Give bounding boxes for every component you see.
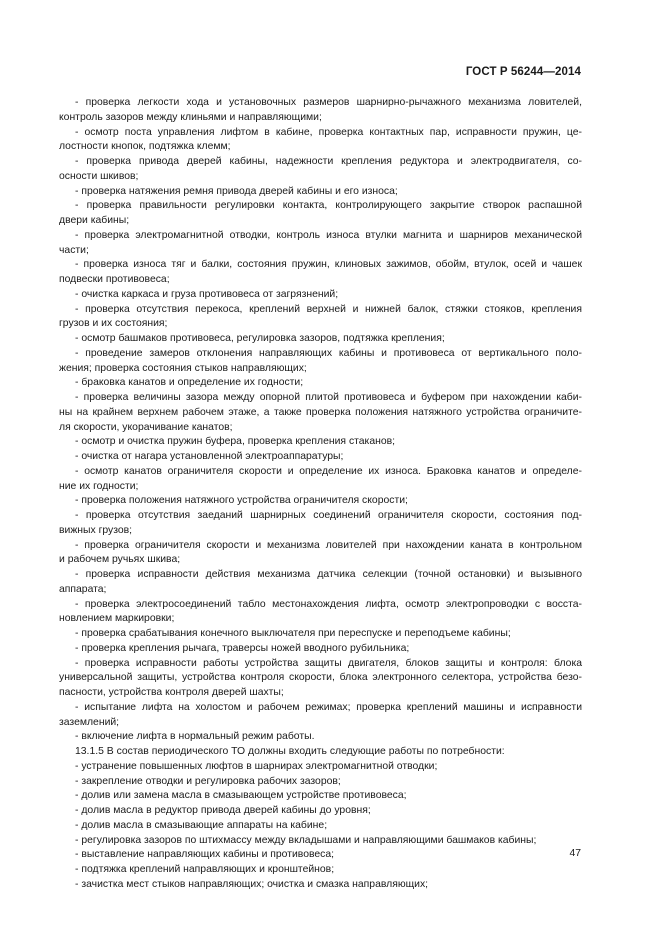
text-line: - зачистка мест стыков направляющих; очистка и смазка направляющих;	[75, 878, 429, 890]
text-line: жения; проверка состояния стыков направляющих;	[59, 362, 307, 374]
text-line: новлением маркировки;	[59, 613, 175, 625]
text-line: - осмотр канатов ограничителя скорости и определение их износа. Браковка канатов и определе-	[75, 465, 582, 477]
text-line: - устранение повышенных люфтов в шарнирах электромагнитной отводки;	[75, 760, 438, 772]
text-line: - браковка канатов и определение их годности;	[75, 377, 304, 389]
text-line: ны на крайнем верхнем рабочем этаже, а также проверка положения натяжного устройства ограничите-	[59, 406, 582, 418]
text-line: - осмотр и очистка пружин буфера, проверка крепления стаканов;	[75, 436, 396, 448]
text-line: - проверка срабатывания конечного выключателя при переспуске и переподъеме кабины;	[75, 628, 511, 639]
document-standard-id: ГОСТ Р 56244—2014	[465, 66, 581, 78]
text-line: - проверка отсутствия заеданий шарнирных соединений ограничителя скорости, состояния под-	[75, 510, 582, 521]
text-line: - подтяжка креплений направляющих и кронштейнов;	[75, 864, 335, 875]
text-line: - проверка натяжения ремня привода дверей кабины и его износа;	[75, 185, 398, 197]
text-line: заземлений;	[59, 716, 120, 728]
text-line: - проверка износа тяг и балки, состояния пружин, клиновых зажимов, обойм, втулок, осей и чашек	[75, 259, 582, 271]
text-line: - проверка отсутствия перекоса, креплений верхней и нижней балок, стяжки стояков, крепления	[75, 303, 582, 315]
section-13-1-5-heading: 13.1.5 В состав периодического ТО должны входить следующие работы по потребности:	[75, 746, 505, 757]
text-line: - проверка электросоединений табло местонахождения лифта, осмотр электропроводки с восста-	[75, 598, 582, 610]
text-line: и рабочем ручьях шкива;	[59, 554, 181, 566]
text-line: - осмотр поста управления лифтом в кабине, проверка контактных пар, исправности пружин, це-	[75, 126, 582, 138]
text-line: - проверка электромагнитной отводки, контроль износа втулки магнита и шарниров механической	[75, 229, 582, 241]
text-line: - долив или замена масла в смазывающем устройстве противовеса;	[75, 790, 407, 802]
text-line: - проверка величины зазора между опорной плитой противовеса и буфером при нахождении каби-	[75, 392, 582, 403]
text-line: вижных грузов;	[59, 524, 133, 536]
text-line: - проверка легкости хода и установочных размеров шарнирно-рычажного механизма ловителей,	[75, 97, 582, 108]
text-line: - проверка исправности действия механизма датчика селекции (точной остановки) и вызывного	[75, 569, 582, 580]
text-line: - долив масла в смазывающие аппараты на кабине;	[75, 819, 328, 831]
text-line: - закрепление отводки и регулировка рабочих зазоров;	[75, 775, 341, 787]
text-line: - проверка ограничителя скорости и механизма ловителей при нахождении каната в контрольном	[75, 539, 582, 551]
text-line: универсальной защиты, устройства контроля скорости, блока электронного селектора, устройства безо-	[59, 672, 582, 684]
text-line: - проверка крепления рычага, траверсы ножей вводного рубильника;	[75, 642, 410, 654]
text-line: - осмотр башмаков противовеса, регулировка зазоров, подтяжка крепления;	[75, 333, 445, 344]
page-number: 47	[569, 848, 581, 859]
text-line: ля скорости, укорачивание канатов;	[59, 421, 233, 433]
text-line: - включение лифта в нормальный режим работы.	[75, 731, 315, 743]
text-line: - очистка каркаса и груза противовеса от загрязнений;	[75, 288, 339, 300]
document-body	[59, 96, 582, 893]
text-line: грузов и их состояния;	[59, 318, 168, 330]
text-line: - проверка исправности работы устройства защиты двигателя, блоков защиты и контроля: блока	[75, 657, 582, 669]
text-line: лостности кнопок, подтяжка клемм;	[59, 141, 231, 153]
text-line: - регулировка зазоров по штихмассу между вкладышами и направляющими башмаков кабины;	[75, 834, 537, 846]
text-line: - выставление направляющих кабины и противовеса;	[75, 849, 335, 861]
text-line: двери кабины;	[59, 215, 130, 226]
text-line: осности шкивов;	[59, 170, 139, 182]
text-line: - проверка положения натяжного устройства ограничителя скорости;	[75, 495, 408, 507]
text-line: - проверка привода дверей кабины, надежности крепления редуктора и электродвигателя, со-	[75, 156, 582, 167]
text-line: ние их годности;	[59, 480, 139, 492]
text-line: - проведение замеров отклонения направляющих кабины и противовеса от вертикального поло-	[75, 347, 582, 359]
text-line: - очистка от нагара установленной электроаппаратуры;	[75, 451, 344, 462]
text-line: контроль зазоров между клиньями и направляющими;	[59, 111, 322, 123]
text-line: - долив масла в редуктор привода дверей кабины до уровня;	[75, 805, 371, 816]
text-line: части;	[59, 244, 89, 256]
text-line: - проверка правильности регулировки контакта, контролирующего закрытие створок распашной	[75, 200, 582, 212]
text-line: подвески противовеса;	[59, 274, 170, 285]
text-line: - испытание лифта на холостом и рабочем режимах; проверка креплений машины и исправности	[75, 701, 582, 713]
text-line: аппарата;	[59, 583, 107, 595]
text-line: пасности, устройства контроля дверей шахты;	[59, 687, 284, 698]
